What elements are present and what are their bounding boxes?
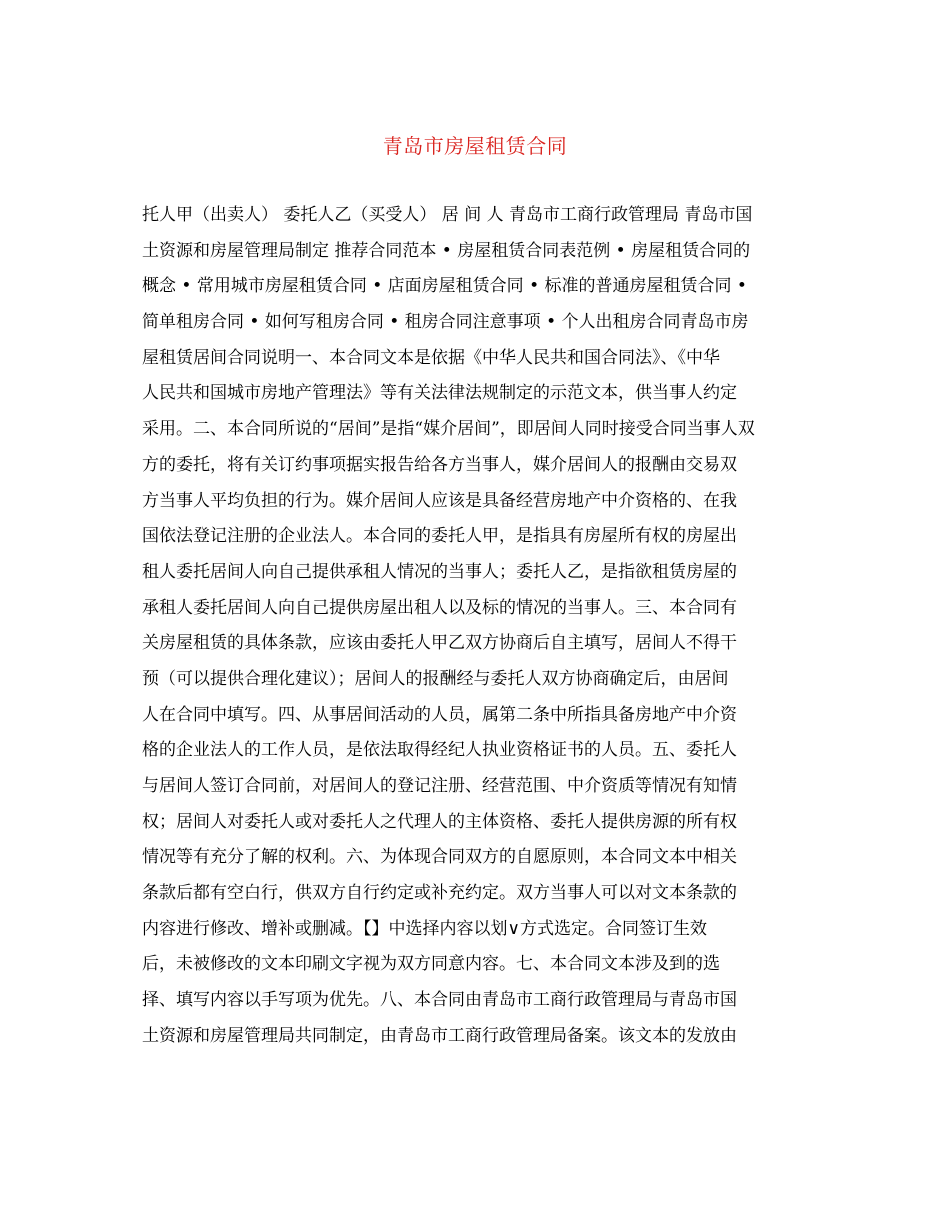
body-line: 屋租赁居间合同说明一、本合同文本是依据《中华人民共和国合同法》、《中华 [142,347,720,368]
body-line: 土资源和房屋管理局共同制定，由青岛市工商行政管理局备案。该文本的发放由 [142,1025,737,1046]
document-title: 青岛市房屋租赁合同 [382,134,568,158]
document-body [142,198,802,1055]
body-line: 方当事人平均负担的行为。媒介居间人应该是具备经营房地产中介资格的、在我 [142,490,737,511]
body-line: 格的企业法人的工作人员，是依法取得经纪人执业资格证书的人员。五、委托人 [142,740,737,761]
body-line: 土资源和房屋管理局制定 推荐合同范本 • 房屋租赁合同表范例 • 房屋租赁合同的 [142,240,751,261]
body-line: 承租人委托居间人向自己提供房屋出租人以及标的情况的当事人。三、本合同有 [142,597,737,618]
body-line: 关房屋租赁的具体条款，应该由委托人甲乙双方协商后自主填写，居间人不得干 [142,633,737,654]
body-line: 与居间人签订合同前，对居间人的登记注册、经营范围、中介资质等情况有知情 [142,776,737,796]
body-line: 情况等有充分了解的权利。六、为体现合同双方的自愿原则，本合同文本中相关 [142,847,737,868]
body-line: 托人甲（出卖人） 委托人乙（买受人） 居 间 人 青岛市工商行政管理局 青岛市国 [142,205,753,225]
body-line: 人民共和国城市房地产管理法》等有关法律法规制定的示范文本，供当事人约定 [142,383,737,404]
body-line: 权；居间人对委托人或对委托人之代理人的主体资格、委托人提供房源的所有权 [142,811,737,832]
body-line: 人在合同中填写。四、从事居间活动的人员，属第二条中所指具备房地产中介资 [142,704,737,725]
body-line: 采用。二、本合同所说的“居间”是指“媒介居间”，即居间人同时接受合同当事人双 [142,419,755,440]
body-line: 择、填写内容以手写项为优先。八、本合同由青岛市工商行政管理局与青岛市国 [142,990,737,1011]
body-line: 条款后都有空白行，供双方自行约定或补充约定。双方当事人可以对文本条款的 [142,883,737,904]
body-line: 后，未被修改的文本印刷文字视为双方同意内容。七、本合同文本涉及到的选 [142,954,720,975]
body-line: 国依法登记注册的企业法人。本合同的委托人甲，是指具有房屋所有权的房屋出 [142,526,737,547]
body-line: 租人委托居间人向自己提供承租人情况的当事人；委托人乙，是指欲租赁房屋的 [142,561,737,582]
body-line: 内容进行修改、增补或删减。【】中选择内容以划∨方式选定。合同签订生效 [142,918,707,939]
body-line: 方的委托，将有关订约事项据实报告给各方当事人，媒介居间人的报酬由交易双 [142,454,737,475]
body-line: 简单租房合同 • 如何写租房合同 • 租房合同注意事项 • 个人出租房合同青岛市房 [142,312,749,333]
body-line: 概念 • 常用城市房屋租赁合同 • 店面房屋租赁合同 • 标准的普通房屋租赁合同 • [142,276,747,297]
body-line: 预（可以提供合理化建议）；居间人的报酬经与委托人双方协商确定后，由居间 [142,668,729,689]
